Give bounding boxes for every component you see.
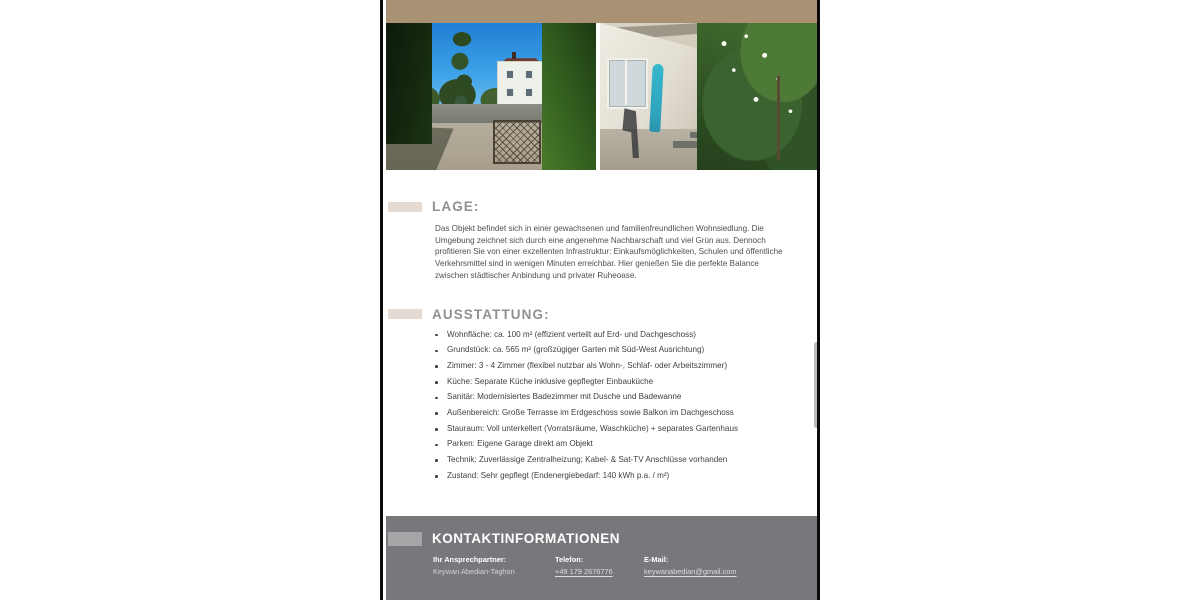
chimney [512, 52, 516, 59]
list-item: Grundstück: ca. 565 m² (großzügiger Garten mit Süd-West Ausrichtung) [447, 346, 820, 354]
lage-heading [388, 199, 820, 214]
list-item: Zustand: Sehr gepflegt (Endenergiebedarf: 140 kWh p.a. / m²) [447, 472, 820, 480]
contact-phone-label: Telefon: [555, 555, 584, 564]
contact-email-column [644, 555, 804, 576]
contact-phone-link[interactable]: +49 179 2676776 [555, 567, 613, 576]
garden-gate [493, 120, 541, 164]
photo-gallery [386, 23, 820, 170]
hedge-left [386, 23, 432, 144]
section-ausstattung [386, 282, 820, 480]
house-window [525, 70, 533, 79]
pine-tree [449, 29, 475, 114]
list-item: Küche: Separate Küche inklusive gepflegter Einbauküche [447, 378, 820, 386]
list-item: Technik: Zuverlässige Zentralheizung; Kabel- & Sat-TV Anschlüsse vorhanden [447, 456, 820, 464]
contact-person-label: Ihr Ansprechpartner: [433, 555, 507, 564]
ausstattung-title: AUSSTATTUNG: [432, 306, 550, 322]
scrollbar-track[interactable] [813, 170, 820, 516]
header-color-band [386, 0, 820, 23]
contact-person-value: Keywan Abedian-Taghon [433, 567, 515, 576]
contact-title: KONTAKTINFORMATIONEN [432, 531, 620, 546]
contact-columns [433, 555, 820, 576]
accent-bar-icon [388, 202, 422, 212]
contact-phone-column [555, 555, 644, 576]
document-page [386, 0, 820, 600]
list-item: Zimmer: 3 - 4 Zimmer (flexibel nutzbar als Wohn-, Schlaf- oder Arbeitszimmer) [447, 362, 820, 370]
tree-trunk [777, 76, 780, 161]
house-window [506, 88, 514, 97]
document-viewport[interactable] [380, 0, 820, 600]
list-item: Parken: Eigene Garage direkt am Objekt [447, 440, 820, 448]
ausstattung-heading [388, 307, 820, 322]
accent-bar-icon [388, 532, 422, 546]
lage-title: LAGE: [432, 199, 480, 214]
house-facade [497, 61, 545, 105]
scrollbar-thumb[interactable] [814, 342, 819, 428]
photo-street-view [386, 23, 596, 170]
stepping-stone [673, 141, 697, 148]
contact-person-column [433, 555, 555, 576]
contact-footer [386, 516, 820, 600]
window-mullion [625, 58, 627, 105]
accent-bar-icon [388, 309, 422, 319]
photo-garden-terrace [600, 23, 820, 170]
house-window [506, 70, 514, 79]
ausstattung-list [388, 331, 820, 480]
contact-heading [386, 516, 820, 546]
list-item: Stauraum: Voll unterkellert (Vorratsräume, Waschküche) + separates Gartenhaus [447, 425, 820, 433]
list-item: Außenbereich: Große Terrasse im Erdgeschoss sowie Balkon im Dachgeschoss [447, 409, 820, 417]
contact-email-label: E-Mail: [644, 555, 669, 564]
flowering-bush [697, 23, 820, 170]
section-lage [386, 170, 820, 282]
hedge-right [542, 23, 596, 170]
contact-email-link[interactable]: keywanabedian@gmail.com [644, 567, 737, 576]
lage-paragraph: Das Objekt befindet sich in einer gewachsenen und familienfreundlichen Wohnsiedlung. Die Umgebung zeichnet sich durch eine angenehme Nachbarschaft und viel Grün aus. Dennoch profitieren Sie von einer exzellenten Infrastruktur: Einkaufsmöglichkeiten, Schulen und öffentliche Verkehrsmittel sind in wenigen Minuten erreichbar. Hier genießen Sie die perfekte Balance zwischen städtischer Anbindung und privater Ruheoase. [435, 224, 783, 280]
house-window [525, 88, 533, 97]
document-content [386, 170, 820, 488]
list-item: Wohnfläche: ca. 100 m² (effizient verteilt auf Erd- und Dachgeschoss) [447, 331, 820, 339]
list-item: Sanitär: Modernisiertes Badezimmer mit Dusche und Badewanne [447, 393, 820, 401]
